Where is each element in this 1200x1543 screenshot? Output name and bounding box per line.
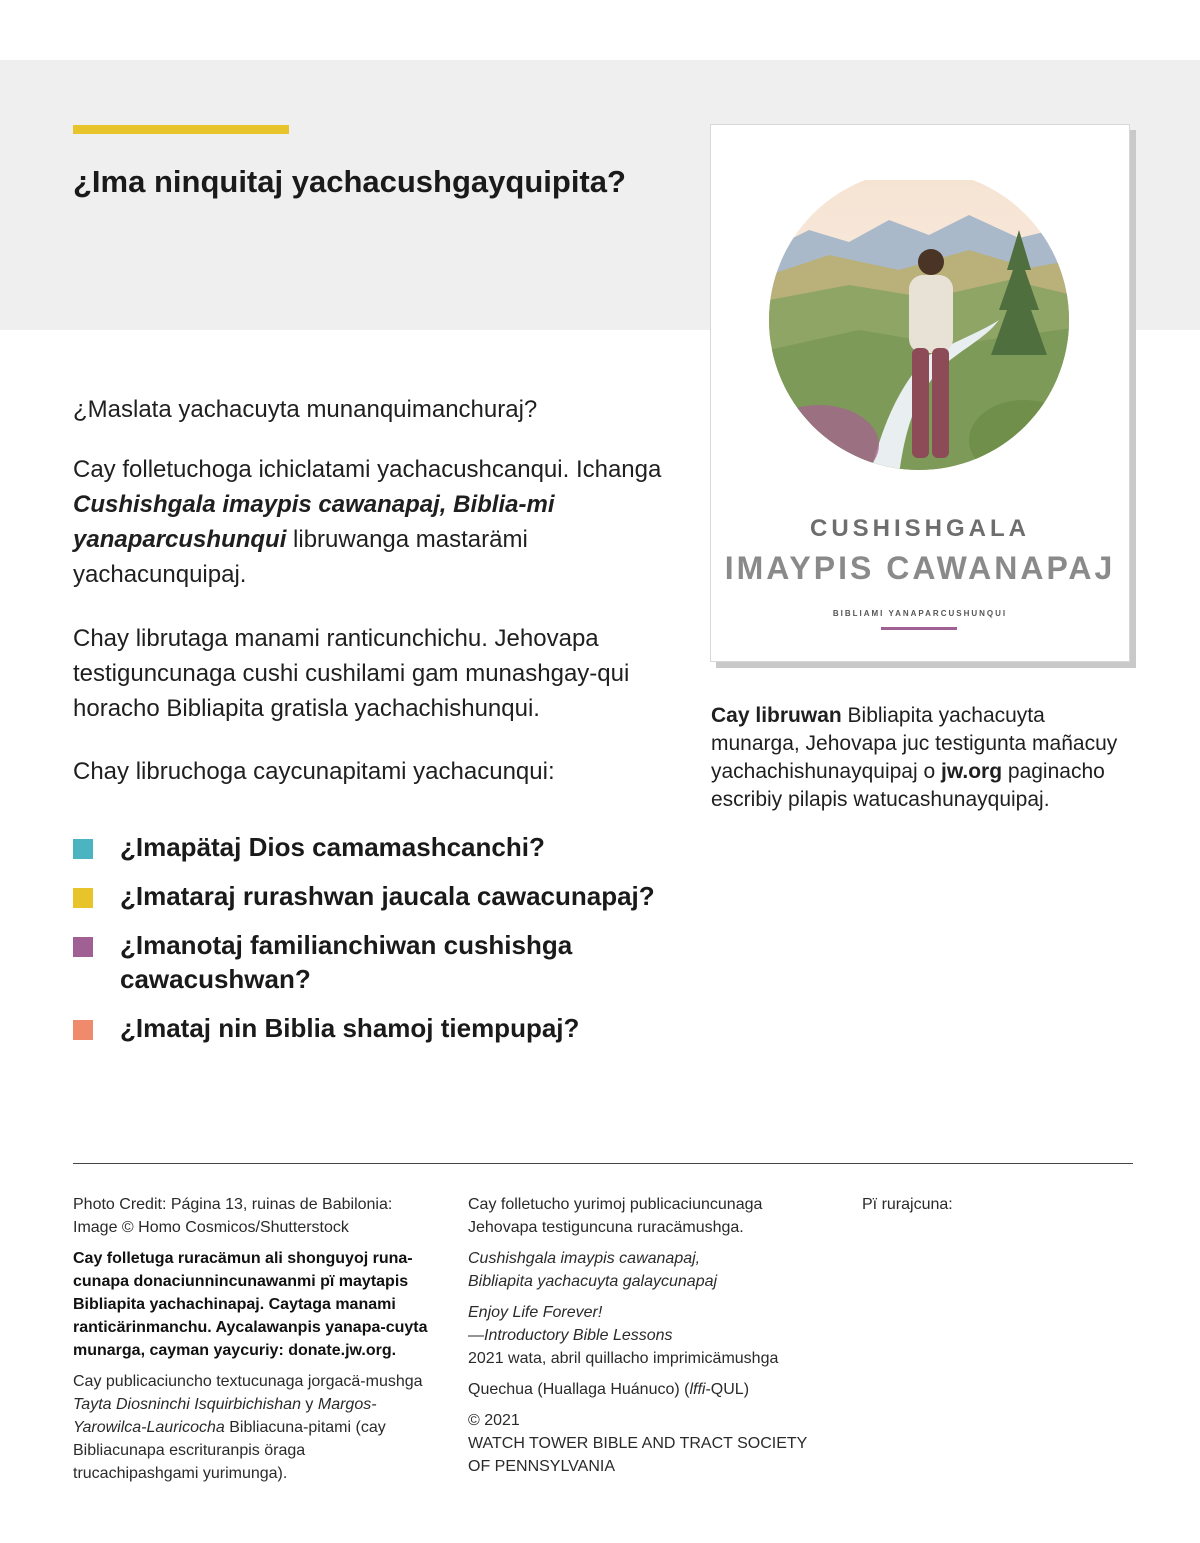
footer-column-publication: [468, 1193, 828, 1486]
caption-text-b: paginacho escribiy pilapis watucashunayquipaj.: [711, 760, 1105, 811]
society-line2: OF PENNSYLVANIA: [468, 1458, 615, 1475]
printing-date: 2021 wata, abril quillacho imprimicämushga: [468, 1350, 779, 1367]
teal-square-icon: [73, 839, 93, 859]
yellow-square-icon: [73, 888, 93, 908]
copyright: © 2021: [468, 1412, 520, 1429]
intro-text-b: libruwanga mastarämi yachacunquipaj.: [73, 526, 528, 588]
photo-credit-line2: Image © Homo Cosmicos/Shutterstock: [73, 1219, 349, 1236]
jw-org-link[interactable]: jw.org: [941, 760, 1003, 783]
footer-divider: [73, 1163, 1133, 1164]
footer-column-publishers: [862, 1193, 1132, 1224]
publishers-label: Pï rurajcuna:: [862, 1196, 953, 1213]
bible-title-1: Tayta Diosninchi Isquirbichishan: [73, 1396, 301, 1413]
topic-label: ¿Imanotaj familianchiwan cushishga cawacushwan?: [120, 930, 573, 994]
topic-label: ¿Imataraj rurashwan jaucala cawacunapaj?: [120, 881, 655, 911]
orange-square-icon: [73, 1020, 93, 1040]
topic-item: [73, 928, 693, 996]
cover-title: IMAYPIS CAWANAPAJ: [724, 550, 1116, 586]
english-title-line1: Enjoy Life Forever!: [468, 1304, 603, 1321]
cover-caption: [711, 702, 1131, 814]
language-text-b: -QUL): [705, 1381, 750, 1398]
footer-column-credits: [73, 1193, 433, 1493]
topic-list: [73, 830, 693, 1060]
local-title-line2: Bibliapita yachacuyta galaycunapaj: [468, 1273, 718, 1290]
language-line: [468, 1378, 828, 1401]
topic-label: ¿Imapätaj Dios camamashcanchi?: [120, 832, 545, 862]
page-title: ¿Ima ninquitaj yachacushgayquipita?: [73, 164, 626, 199]
bible-title-2: Margos-Yarowilca-Lauricocha: [73, 1396, 377, 1436]
cover-tagline: BIBLIAMI YANAPARCUSHUNQUI: [832, 609, 1008, 618]
translations-text-a: Cay publicaciuncho textucunaga jorgacä-mushga: [73, 1373, 423, 1390]
translations-text-c: Bibliacuna-pitami (cay Bibliacunapa escrituranpis öraga trucachipashgami yurimunga).: [73, 1419, 386, 1482]
translations-text-b: y: [300, 1396, 318, 1413]
publisher-note: Cay folletucho yurimoj publicaciuncunaga Jehovapa testiguncuna ruracämushga.: [468, 1196, 763, 1236]
intro-paragraph-book: [73, 452, 683, 592]
intro-paragraph-free: Chay librutaga manami ranticunchichu. Jehovapa testiguncunaga cushi cushilami gam munashgay-qui horacho Bibliapita gratisla yachachishunqui.: [73, 625, 630, 722]
bible-translations-note: [73, 1370, 433, 1485]
book-title: Cushishgala imaypis cawanapaj, Biblia-mi yanaparcushunqui: [73, 491, 555, 553]
topic-item: [73, 1011, 693, 1045]
intro-question: ¿Maslata yachacuyta munanquimanchuraj?: [73, 396, 538, 423]
english-title-line2: —Introductory Bible Lessons: [468, 1327, 673, 1344]
caption-bold: Cay libruwan: [711, 704, 842, 727]
accent-bar: [73, 125, 289, 134]
cover-accent-line: [881, 627, 957, 630]
donation-note: Cay folletuga ruracämun ali shonguyoj runa-cunapa donaciunnincunawanmi pï maytapis Bibliapita yachachinapaj. Caytaga manami ranticärinmanchu. Aycalawanpis yanapa-cuyta munarga, cayman yaycuriy: donate.jw.org.: [73, 1250, 428, 1359]
topic-item: [73, 830, 693, 864]
landscape-illustration: [769, 180, 1073, 490]
intro-text-a: Cay folletuchoga ichiclatami yachacushcanqui. Ichanga: [73, 456, 662, 483]
purple-square-icon: [73, 937, 93, 957]
language-text-a: Quechua (Huallaga Huánuco) (: [468, 1381, 690, 1398]
local-title-line1: Cushishgala imaypis cawanapaj,: [468, 1250, 701, 1267]
caption-text-a: Bibliapita yachacuyta munarga, Jehovapa juc testigunta mañacuy yachachishunayquipaj o: [711, 704, 1118, 783]
cover-subtitle: CUSHISHGALA: [809, 515, 1030, 542]
language-code: lffi: [689, 1381, 706, 1398]
intro-paragraph-topics: Chay libruchoga caycunapitami yachacunqui:: [73, 758, 555, 785]
book-cover: [710, 124, 1130, 662]
topic-item: [73, 879, 693, 913]
photo-credit-line1: Photo Credit: Página 13, ruinas de Babilonia:: [73, 1196, 393, 1213]
society-line1: WATCH TOWER BIBLE AND TRACT SOCIETY: [468, 1435, 808, 1452]
topic-label: ¿Imataj nin Biblia shamoj tiempupaj?: [120, 1013, 580, 1043]
